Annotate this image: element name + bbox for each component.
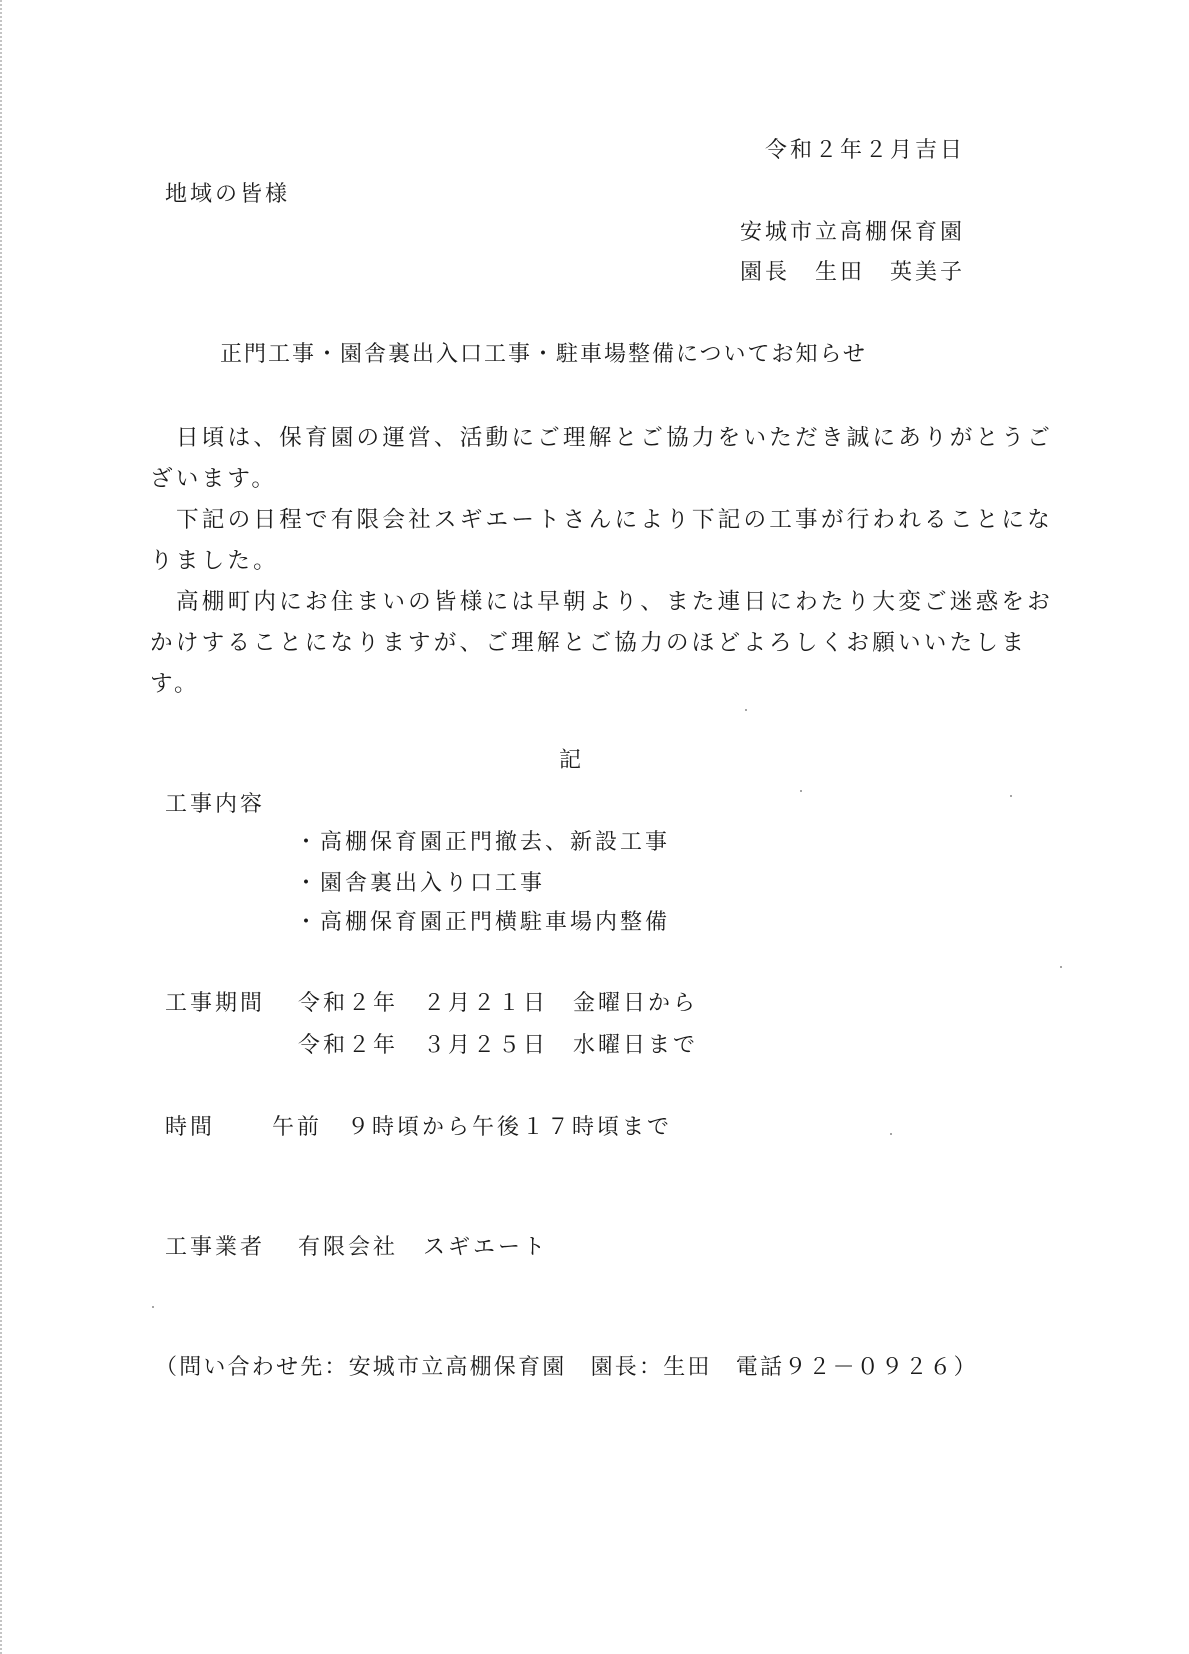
period-end: 令和２年 ３月２５日 水曜日まで	[298, 1033, 699, 1058]
content-item: ・高棚保育園正門撤去、新設工事	[295, 830, 671, 855]
body-paragraph-2: 下記の日程で有限会社スギエートさんにより下記の工事が行われることになりました。	[150, 507, 1053, 574]
date: 令和２年２月吉日	[765, 138, 966, 163]
scan-speck	[745, 709, 747, 711]
content-item: ・園舎裏出入り口工事	[295, 871, 546, 896]
scan-speck	[1060, 966, 1062, 968]
sender-org: 安城市立高棚保育園	[740, 220, 966, 245]
contractor-value: 有限会社 スギエート	[298, 1235, 549, 1260]
content-item: ・高棚保育園正門横駐車場内整備	[295, 910, 671, 935]
body-paragraph-3: 高棚町内にお住まいの皆様には早朝より、また連日にわたり大変ご迷惑をおかけすることになりますが、ご理解とご協力のほどよろしくお願いいたします。	[150, 589, 1053, 697]
contact-line: （問い合わせ先：安城市立高棚保育園 園長：生田 電話９２－０９２６）	[155, 1355, 978, 1380]
addressee: 地域の皆様	[165, 182, 291, 207]
period-start: 令和２年 ２月２１日 金曜日から	[298, 991, 699, 1016]
body-paragraph-1: 日頃は、保育園の運営、活動にご理解とご協力をいただき誠にありがとうございます。	[150, 425, 1053, 492]
sender-name: 園長 生田 英美子	[740, 260, 966, 285]
scan-speck	[800, 790, 802, 792]
contractor-label: 工事業者	[165, 1235, 266, 1260]
period-label: 工事期間	[165, 991, 266, 1016]
ki-heading: 記	[559, 748, 585, 773]
time-value: 午前 ９時頃から午後１７時頃まで	[272, 1115, 673, 1140]
notice-title: 正門工事・園舎裏出入口工事・駐車場整備についてお知らせ	[220, 342, 867, 367]
scan-speck	[1010, 795, 1012, 797]
scan-edge	[0, 0, 5, 1654]
time-label: 時間	[165, 1115, 216, 1140]
scan-speck	[152, 1306, 154, 1308]
scan-speck	[890, 1133, 892, 1135]
content-label: 工事内容	[165, 792, 266, 817]
